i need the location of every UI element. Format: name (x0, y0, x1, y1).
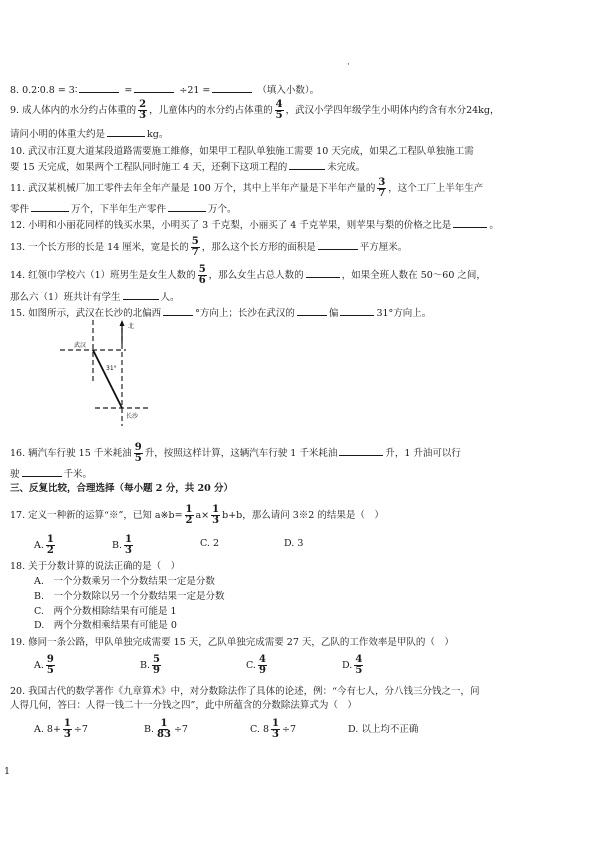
angle-label: 31° (106, 365, 117, 372)
page-mark: · (347, 60, 350, 70)
question-number: 15. (10, 308, 26, 319)
question-number: 13. (10, 242, 26, 253)
question-9-line-2: 请问小明的体重大约是 kg。 (10, 129, 169, 140)
fraction: $\frac{4}{5}$ (275, 99, 283, 121)
question-17: 17. 定义一种新的运算“※”，已知 a※b= $\frac{1}{2}$ a× $\frac{1}{3}$ b+b，那么请问 3※2 的结果是（ ） (10, 504, 384, 526)
fraction: $\frac{9}{5}$ (134, 442, 142, 464)
q18-option-c[interactable]: C. 两个分数相除结果有可能是 1 (34, 606, 177, 617)
question-11: 11. 武汉某机械厂加工零件去年全年产量是 100 万个，其中上半年产量是下半年产量的 $\frac{3}{7}$ ，这个工厂上半年生产 (10, 177, 484, 199)
question-number: 10. (10, 146, 26, 157)
question-16-line-2: 驶 千米。 (10, 469, 93, 480)
route-line (93, 350, 122, 408)
question-number: 12. (10, 220, 26, 231)
q19-option-a[interactable]: A. $\frac{9}{5}$ (34, 654, 54, 676)
direction-diagram (40, 318, 170, 428)
q17-option-c[interactable]: C. 2 (200, 538, 220, 549)
answer-blank (79, 83, 119, 93)
fraction: $\frac{3}{7}$ (378, 177, 386, 199)
answer-blank (22, 467, 62, 477)
fraction: $\frac{2}{3}$ (139, 99, 147, 121)
q18-option-b[interactable]: B. 一个分数除以另一个分数结果一定是分数 (34, 591, 225, 602)
fraction: $\frac{1}{3}$ (212, 504, 220, 526)
answer-blank (453, 218, 487, 228)
fraction: $\frac{5}{7}$ (191, 236, 199, 258)
answer-blank (163, 306, 193, 316)
q18-option-a[interactable]: A. 一个分数乘另一个分数结果一定是分数 (34, 576, 215, 587)
question-number: 14. (10, 270, 26, 281)
q19-option-c[interactable]: C. $\frac{4}{9}$ (246, 654, 266, 676)
changsha-label: 长沙 (126, 413, 139, 420)
fraction: $\frac{5}{6}$ (198, 264, 206, 286)
q18-option-d[interactable]: D. 两个分数相乘结果有可能是 0 (34, 620, 177, 631)
answer-blank (123, 290, 159, 300)
page-number: 1 (4, 766, 11, 777)
question-20: 20. 我国古代的数学著作《九章算术》中，对分数除法作了具体的论述，例：“今有七人，分八钱三分钱之一，问 (10, 686, 480, 697)
answer-blank (168, 202, 206, 212)
question-14: 14. 红领巾学校六（1）班男生是女生人数的 $\frac{5}{6}$ ，那么女生占总人数的 ，如果全班人数在 50～60 之间， (10, 264, 486, 286)
question-number: 8. (10, 85, 20, 96)
question-9: 9. 成人体内的水分约占体重的 $\frac{2}{3}$ ，儿童体内的水分约占体重的 $\frac{4}{5}$ ，武汉小学四年级学生小明体内约含有水分24kg， (10, 99, 500, 121)
question-8: 8. 0.2∶0.8 = 3∶ = ÷21 = （填入小数）。 (10, 85, 320, 96)
question-number: 20. (10, 686, 26, 697)
question-14-line-2: 那么六（1）班共计有学生 人。 (10, 292, 180, 303)
q20-option-d[interactable]: D. 以上均不正确 (348, 724, 419, 735)
question-20-line-2: 人得几何，答曰：人得一钱二十一分钱之四”，此中所蕴含的分数除法算式为（ ） (10, 700, 357, 711)
q19-option-b[interactable]: B. $\frac{5}{9}$ (140, 654, 160, 676)
answer-blank (297, 306, 327, 316)
question-12: 12. 小明和小丽花同样的钱买水果，小明买了 3 千克梨，小丽买了 4 千克苹果，则苹果与梨的价格之比是 。 (10, 220, 499, 231)
answer-blank (318, 240, 358, 250)
question-11-line-2: 零件 万个，下半年生产零件 万个。 (10, 204, 237, 215)
answer-blank (107, 127, 145, 137)
answer-blank (31, 202, 69, 212)
question-13: 13. 一个长方形的长是 14 厘米，宽是长的 $\frac{5}{7}$ ，那么这个长方形的面积是 平方厘米。 (10, 236, 408, 258)
question-16: 16. 辆汽车行驶 15 千米耗油 $\frac{9}{5}$ 升，按照这样计算，这辆汽车行驶 1 千米耗油 升，1 升油可以行 (10, 442, 461, 464)
q17-option-a[interactable]: A. $\frac{1}{2}$ (34, 534, 54, 556)
question-19: 19. 修同一条公路，甲队单独完成需要 15 天，乙队单独完成需要 27 天，乙队的工作效率是甲队的（ ） (10, 637, 454, 648)
answer-blank (306, 268, 340, 278)
question-10-line-2: 要 15 天完成，如果两个工程队同时施工 4 天，还剩下这项工程的 未完成。 (10, 162, 366, 173)
q20-option-b[interactable]: B. $\frac{1}{83}$ ÷7 (144, 718, 188, 740)
q20-option-c[interactable]: C. 8 $\frac{1}{3}$ ÷7 (250, 718, 296, 740)
question-18: 18. 关于分数计算的说法正确的是（ ） (10, 561, 181, 572)
section-3-title: 三、反复比较，合理选择（每小题 2 分，共 20 分） (10, 483, 234, 494)
question-number: 16. (10, 448, 26, 459)
q17-option-d[interactable]: D. 3 (284, 538, 304, 549)
question-number: 19. (10, 637, 26, 648)
answer-blank (134, 83, 174, 93)
answer-blank (339, 446, 383, 456)
answer-blank (289, 160, 325, 170)
question-number: 11. (10, 183, 26, 194)
fraction: $\frac{1}{2}$ (185, 504, 193, 526)
question-10: 10. 武汉市江夏大道某段道路需要施工維修，如果甲工程队单独施工需要 10 天完成，如果乙工程队单独施工需 (10, 146, 474, 157)
q20-option-a[interactable]: A. 8+ $\frac{1}{3}$ ÷7 (34, 718, 88, 740)
question-number: 17. (10, 510, 26, 521)
question-number: 18. (10, 561, 26, 572)
q19-option-d[interactable]: D. $\frac{4}{5}$ (342, 654, 363, 676)
wuhan-label: 武汉 (74, 342, 87, 349)
answer-blank (340, 306, 374, 316)
q17-option-b[interactable]: B. $\frac{1}{3}$ (112, 534, 132, 556)
question-number: 9. (10, 105, 20, 116)
answer-blank (212, 83, 252, 93)
question-15: 15. 如图所示，武汉在长沙的北偏西 °方向上；长沙在武汉的 偏 31°方向上。 (10, 308, 432, 319)
north-label: 北 (128, 323, 135, 330)
north-arrow-head (120, 320, 125, 326)
